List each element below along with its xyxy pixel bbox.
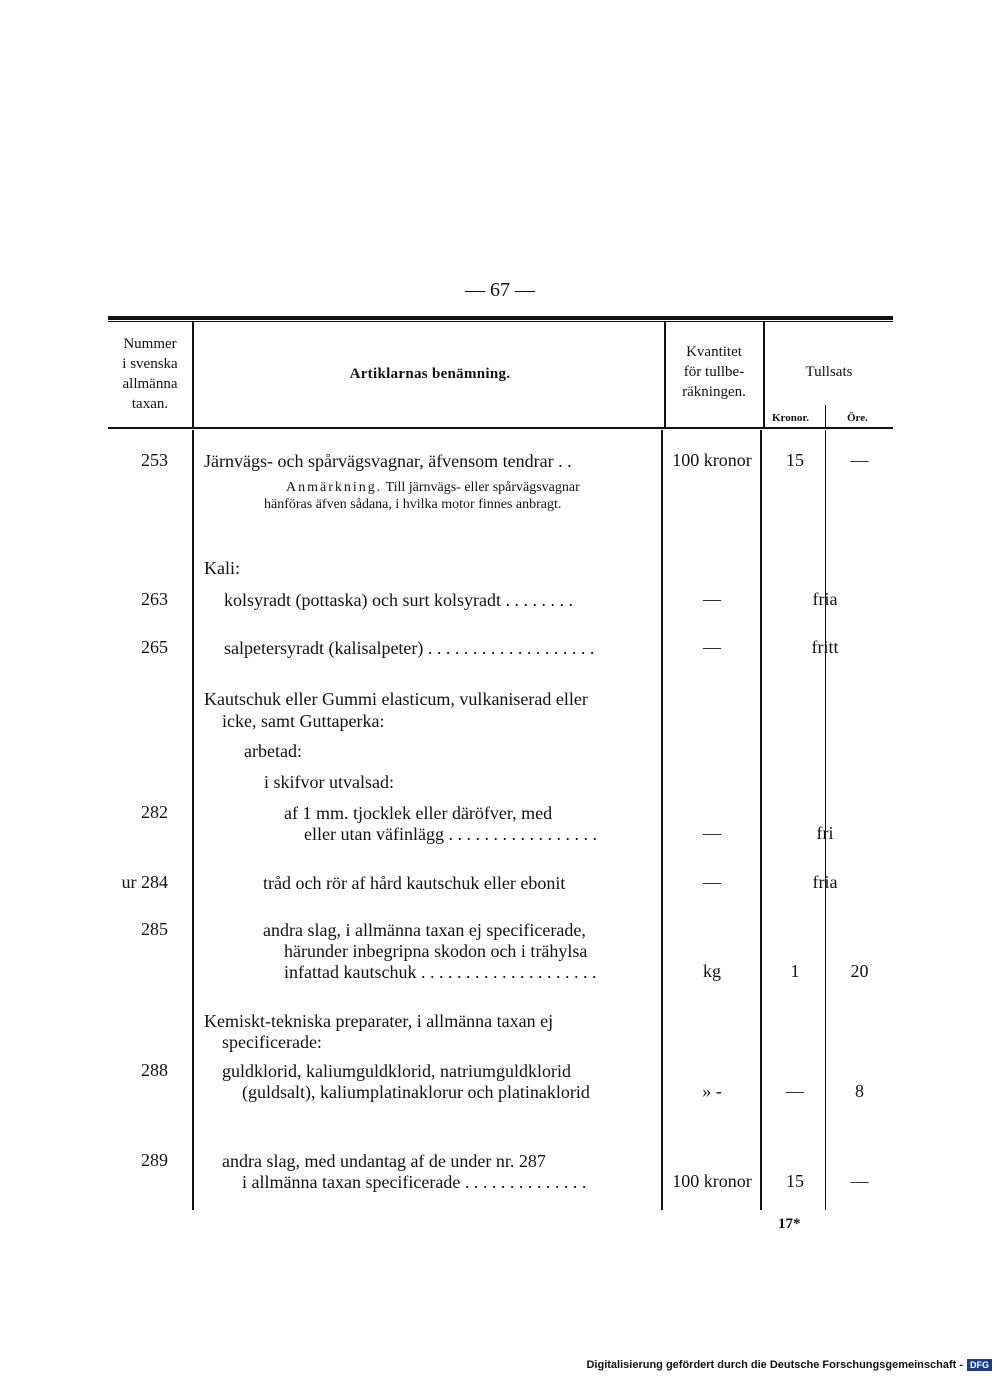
- row-text: salpetersyradt (kalisalpeter) . . . . . . . . . . . . . . . . . . .: [224, 638, 595, 658]
- page-number: — 67 —: [465, 279, 535, 301]
- row-kronor: 1: [790, 961, 800, 981]
- header-col-ore: Öre.: [847, 412, 868, 424]
- row-text: af 1 mm. tjocklek eller däröfver, med: [284, 803, 553, 823]
- row-text-line2: (guldsalt), kaliumplatinaklorur och platinaklorid: [242, 1082, 590, 1102]
- col-divider-4-header: [825, 405, 826, 427]
- row-number: 253: [141, 450, 168, 470]
- row-free: fria: [812, 872, 838, 892]
- row-text: guldklorid, kaliumguldklorid, natriumguldklorid: [222, 1061, 571, 1081]
- note-label: Anmärkning.: [286, 480, 383, 495]
- row-subheading: arbetad:: [244, 741, 302, 761]
- footer-text: Digitalisierung gefördert durch die Deutsche Forschungsgemeinschaft -: [586, 1359, 963, 1371]
- header-col-number: Nummer i svenska allmänna taxan.: [122, 336, 178, 412]
- header-col-name: Artiklarnas benämning.: [349, 366, 511, 382]
- row-text: andra slag, med undantag af de under nr. 287: [222, 1151, 546, 1171]
- row-kronor: 15: [786, 1171, 804, 1191]
- row-number: ur 284: [121, 872, 168, 892]
- row-qty: kg: [703, 961, 721, 981]
- row-heading-line2: icke, samt Guttaperka:: [222, 711, 385, 731]
- dfg-logo: DFG: [967, 1359, 992, 1371]
- row-text: Järnvägs- och spårvägsvagnar, äfvensom tendrar . .: [204, 451, 572, 471]
- row-text: andra slag, i allmänna taxan ej specificerade,: [263, 920, 586, 940]
- row-qty: —: [703, 823, 721, 843]
- row-text: kolsyradt (pottaska) och surt kolsyradt . . . . . . . .: [224, 590, 573, 610]
- row-free: fria: [812, 589, 838, 609]
- col-divider-1-header: [192, 322, 194, 427]
- col-divider-3: [760, 430, 762, 1210]
- row-number: 282: [141, 802, 168, 822]
- row-heading: Kautschuk eller Gummi elasticum, vulkaniserad eller: [204, 689, 588, 709]
- digitization-footer: [586, 1359, 992, 1371]
- header-col-qty: Kvantitet för tullbe- räkningen.: [682, 344, 746, 400]
- signature-mark: 17*: [778, 1216, 801, 1232]
- row-heading: Kemiskt-tekniska preparater, i allmänna taxan ej: [204, 1011, 554, 1031]
- row-heading: Kali:: [204, 558, 240, 578]
- row-qty: 100 kronor: [672, 450, 752, 470]
- row-subheading: i skifvor utvalsad:: [264, 772, 394, 792]
- row-number: 263: [141, 589, 168, 609]
- header-col-tariff: Tullsats: [805, 364, 853, 380]
- header-top-rule-thick: [108, 316, 893, 320]
- row-kronor: —: [786, 1081, 804, 1101]
- row-number: 285: [141, 919, 168, 939]
- row-text-line2: i allmänna taxan specificerade . . . . . . . . . . . . . .: [242, 1172, 587, 1192]
- header-top-rule-thin: [108, 321, 893, 322]
- row-text-line2: eller utan väfinlägg . . . . . . . . . . . . . . . . .: [304, 824, 597, 844]
- row-note: [286, 480, 580, 496]
- col-divider-1: [192, 430, 194, 1210]
- row-free: fritt: [811, 637, 839, 657]
- row-ore: —: [850, 450, 869, 470]
- col-divider-2: [661, 430, 663, 1210]
- row-note-line2: hänföras äfven sådana, i hvilka motor finnes anbragt.: [264, 497, 562, 512]
- row-heading-line2: specificerade:: [222, 1032, 322, 1052]
- row-text: tråd och rör af hård kautschuk eller ebonit: [263, 873, 566, 893]
- row-ore: —: [850, 1171, 869, 1191]
- header-bottom-rule: [108, 427, 893, 429]
- row-free: fri: [816, 823, 834, 843]
- row-text-line2: härunder inbegripna skodon och i trähylsa: [284, 941, 588, 961]
- row-text-line3: infattad kautschuk . . . . . . . . . . . . . . . . . . . .: [284, 962, 597, 982]
- row-qty: 100 kronor: [672, 1171, 752, 1191]
- row-qty: » -: [702, 1081, 722, 1101]
- header-col-kronor: Kronor.: [772, 412, 809, 424]
- row-number: 288: [141, 1060, 168, 1080]
- row-number: 289: [141, 1150, 168, 1170]
- row-qty: —: [703, 589, 721, 609]
- row-qty: —: [703, 872, 721, 892]
- row-qty: —: [703, 637, 721, 657]
- row-ore: 20: [850, 961, 869, 981]
- note-text: Till järnvägs- eller spårvägsvagnar: [382, 480, 580, 495]
- col-divider-4: [825, 430, 826, 1210]
- row-ore: 8: [855, 1081, 864, 1101]
- row-number: 265: [141, 637, 168, 657]
- row-kronor: 15: [786, 450, 804, 470]
